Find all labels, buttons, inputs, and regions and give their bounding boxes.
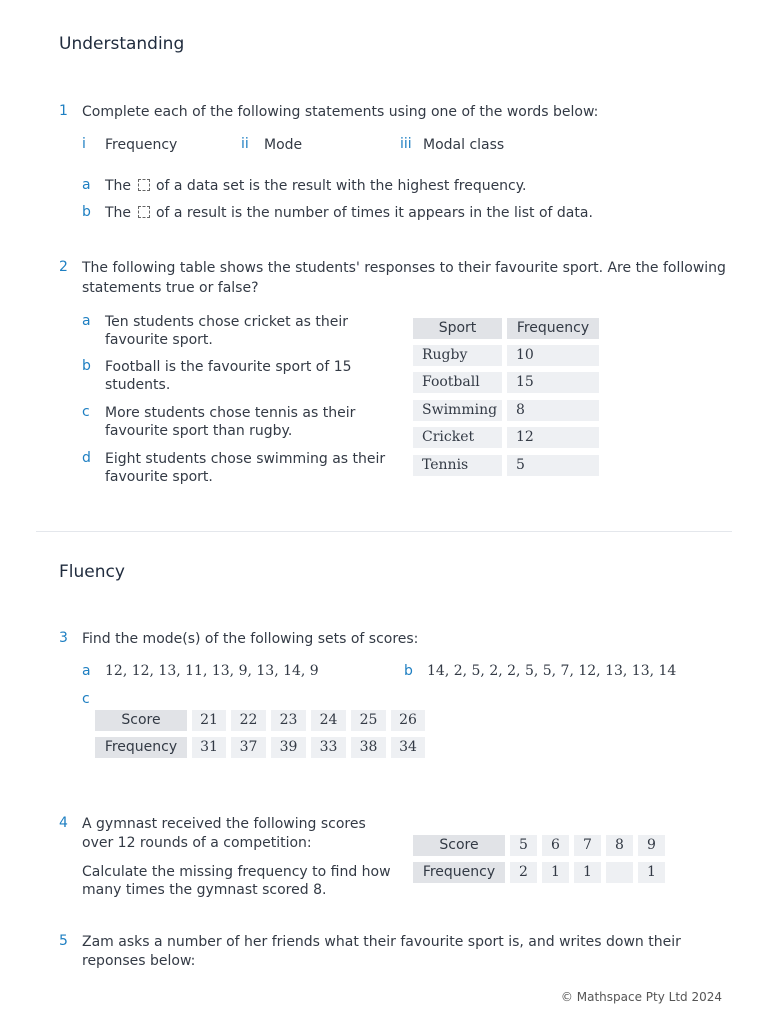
word-option: Modal class <box>423 137 505 153</box>
table-cell: 12 <box>507 427 599 448</box>
table-cell: 37 <box>231 737 266 758</box>
table-cell: 8 <box>606 835 633 856</box>
statement-text: Football is the favourite sport of 15 <box>105 359 352 375</box>
table-cell: Swimming <box>413 400 502 421</box>
table-cell: Tennis <box>413 455 502 476</box>
table-cell: Football <box>413 372 502 393</box>
table-cell: 2 <box>510 862 537 883</box>
word-option: Frequency <box>105 137 178 153</box>
statement-text: Ten students chose cricket as their <box>105 314 349 330</box>
part-letter: b <box>404 663 413 679</box>
table-cell: 33 <box>311 737 346 758</box>
word-option-numeral: iii <box>400 136 412 152</box>
table-cell: 26 <box>391 710 425 731</box>
table-cell: 38 <box>351 737 386 758</box>
part-letter: a <box>82 177 91 193</box>
question-text: A gymnast received the following scores <box>82 816 366 832</box>
table-cell: 9 <box>638 835 665 856</box>
part-letter: b <box>82 358 91 374</box>
table-cell: 5 <box>510 835 537 856</box>
question-text: reponses below: <box>82 953 196 969</box>
part-letter: c <box>82 404 90 420</box>
table-cell: 1 <box>638 862 665 883</box>
statement-text: of a data set is the result with the highest frequency. <box>155 178 527 194</box>
part-letter: a <box>82 663 91 679</box>
statement-text: favourite sport than rugby. <box>105 423 293 439</box>
statement-text: students. <box>105 377 171 393</box>
table-cell: 15 <box>507 372 599 393</box>
table-header: Frequency <box>95 737 187 758</box>
statement-text: Eight students chose swimming as their <box>105 451 386 467</box>
statement-text: of a result is the number of times it appears in the list of data. <box>155 205 593 221</box>
table-cell: 31 <box>192 737 226 758</box>
statement-text: The <box>105 205 132 221</box>
table-header: Score <box>413 835 505 856</box>
question-text: over 12 rounds of a competition: <box>82 835 312 851</box>
table-header: Score <box>95 710 187 731</box>
table-cell: 24 <box>311 710 346 731</box>
table-cell: Cricket <box>413 427 502 448</box>
table-cell: 23 <box>271 710 306 731</box>
section-title-understanding: Understanding <box>59 34 185 54</box>
table-cell: 22 <box>231 710 266 731</box>
statement-text: favourite sport. <box>105 332 213 348</box>
question-text: statements true or false? <box>82 280 259 296</box>
question-number: 2 <box>59 259 68 275</box>
table-cell: 1 <box>542 862 569 883</box>
question-number: 1 <box>59 103 68 119</box>
part-letter: d <box>82 450 91 466</box>
question-text: Calculate the missing frequency to find how <box>82 864 391 880</box>
part-letter: a <box>82 313 91 329</box>
table-cell: 8 <box>507 400 599 421</box>
copyright-footer: © Mathspace Pty Ltd 2024 <box>560 990 722 1004</box>
section-title-fluency: Fluency <box>59 562 125 582</box>
part-letter: c <box>82 691 90 707</box>
table-cell: 25 <box>351 710 386 731</box>
statement-text: The <box>105 178 132 194</box>
question-text: The following table shows the students' responses to their favourite sport. Are the following <box>82 260 726 276</box>
word-option-numeral: i <box>82 136 86 152</box>
answer-blank[interactable] <box>138 206 150 218</box>
part-letter: b <box>82 204 91 220</box>
score-set-b: 14, 2, 5, 2, 2, 5, 5, 7, 12, 13, 13, 14 <box>427 663 677 679</box>
table-cell: 21 <box>192 710 226 731</box>
table-cell: 1 <box>574 862 601 883</box>
question-text: Find the mode(s) of the following sets of scores: <box>82 631 419 647</box>
score-set-a: 12, 12, 13, 11, 13, 9, 13, 14, 9 <box>105 663 319 679</box>
missing-frequency-cell <box>606 862 633 883</box>
word-option: Mode <box>264 137 303 153</box>
question-text: many times the gymnast scored 8. <box>82 882 327 898</box>
answer-blank[interactable] <box>138 179 150 191</box>
statement-text: More students chose tennis as their <box>105 405 356 421</box>
table-cell: 7 <box>574 835 601 856</box>
table-cell: 5 <box>507 455 599 476</box>
table-cell: 10 <box>507 345 599 366</box>
section-divider <box>36 531 732 532</box>
table-cell: 6 <box>542 835 569 856</box>
statement-a <box>105 177 527 195</box>
statement-text: favourite sport. <box>105 469 213 485</box>
question-number: 5 <box>59 933 68 949</box>
table-header: Frequency <box>413 862 505 883</box>
table-cell: 34 <box>391 737 425 758</box>
statement-b <box>105 204 593 222</box>
table-cell: Rugby <box>413 345 502 366</box>
question-text: Zam asks a number of her friends what their favourite sport is, and writes down their <box>82 934 681 950</box>
question-number: 3 <box>59 630 68 646</box>
question-text: Complete each of the following statements using one of the words below: <box>82 104 599 120</box>
table-header: Sport <box>413 318 502 339</box>
word-option-numeral: ii <box>241 136 249 152</box>
question-number: 4 <box>59 815 68 831</box>
table-cell: 39 <box>271 737 306 758</box>
table-header: Frequency <box>507 318 599 339</box>
